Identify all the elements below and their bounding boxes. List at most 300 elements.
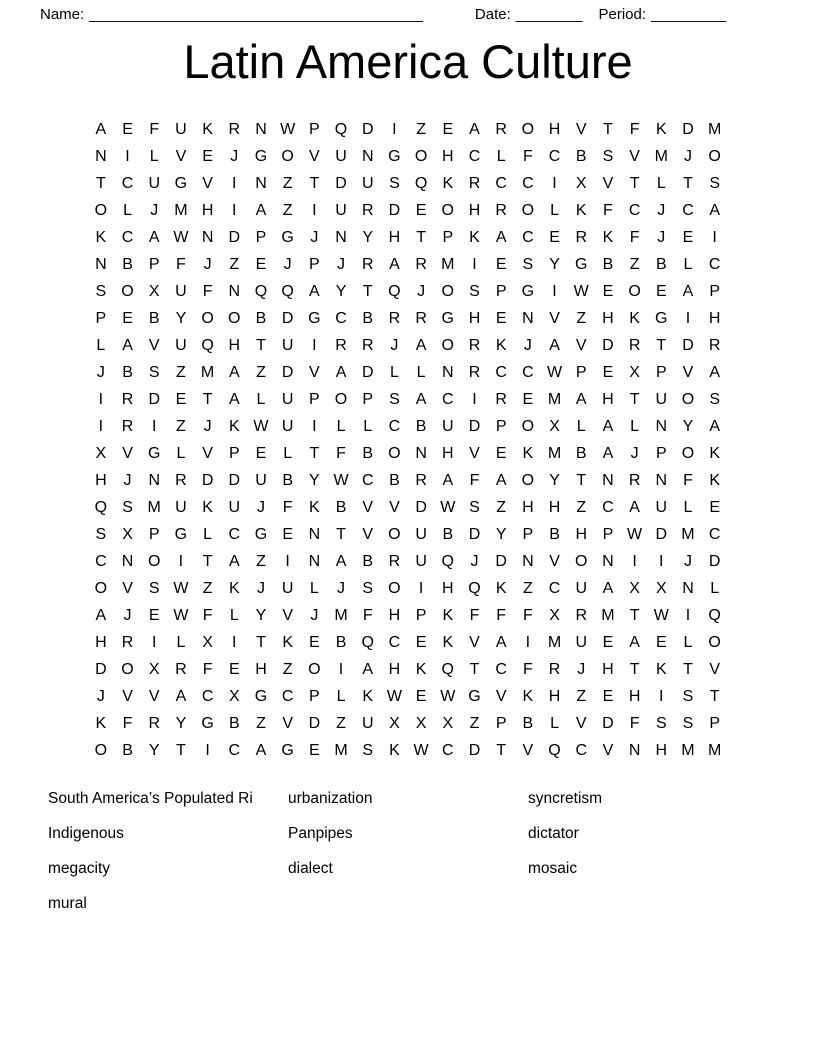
grid-cell: U	[655, 390, 668, 408]
grid-cell: M	[441, 255, 455, 273]
grid-cell: H	[575, 525, 587, 543]
grid-cell: S	[95, 525, 107, 543]
grid-cell: Q	[361, 633, 374, 651]
grid-cell: V	[602, 174, 614, 192]
grid-cell: Q	[468, 579, 481, 597]
grid-cell: W	[386, 687, 402, 705]
grid-cell: I	[312, 201, 317, 219]
grid-cell: C	[388, 417, 401, 435]
grid-cell: D	[308, 714, 321, 732]
grid-cell: R	[495, 201, 507, 219]
grid-cell: I	[392, 120, 397, 138]
grid-cell: C	[95, 552, 107, 570]
grid-cell: F	[603, 201, 613, 219]
grid-cell: R	[121, 417, 134, 435]
grid-cell: Z	[416, 120, 426, 138]
grid-cell: P	[655, 444, 667, 462]
grid-cell: Q	[334, 120, 348, 138]
grid-cell: J	[577, 660, 586, 678]
grid-cell: U	[255, 471, 267, 489]
grid-cell: N	[602, 552, 614, 570]
grid-cell: D	[602, 336, 614, 354]
word-list-item: megacity	[48, 859, 111, 877]
grid-cell: E	[415, 201, 427, 219]
grid-cell: P	[309, 390, 320, 408]
grid-cell: L	[389, 363, 399, 381]
page-title: Latin America Culture	[183, 35, 633, 88]
grid-cell: E	[442, 120, 454, 138]
grid-cell: Q	[414, 174, 428, 192]
grid-cell: W	[280, 120, 296, 138]
grid-cell: J	[150, 201, 159, 219]
grid-cell: X	[148, 282, 160, 300]
grid-cell: B	[655, 255, 667, 273]
grid-cell: G	[147, 444, 161, 462]
grid-cell: L	[550, 201, 559, 219]
grid-cell: U	[228, 498, 241, 516]
date-field	[475, 6, 583, 23]
grid-cell: H	[548, 120, 561, 138]
grid-cell: B	[602, 255, 614, 273]
grid-cell: P	[442, 228, 454, 246]
grid-cell: A	[682, 282, 694, 300]
grid-cell: U	[148, 174, 160, 192]
word-list-item: mosaic	[528, 859, 578, 877]
grid-cell: C	[335, 309, 347, 327]
grid-cell: F	[496, 606, 507, 624]
grid-cell: H	[548, 498, 561, 516]
grid-cell: V	[148, 336, 160, 354]
grid-cell: J	[390, 336, 399, 354]
grid-cell: M	[334, 741, 348, 759]
grid-cell: A	[709, 201, 720, 219]
grid-cell: A	[602, 417, 614, 435]
grid-cell: O	[94, 579, 108, 597]
grid-cell: I	[125, 147, 130, 165]
grid-cell: T	[416, 228, 426, 246]
grid-cell: R	[361, 336, 374, 354]
grid-cell: O	[708, 147, 721, 165]
grid-cell: L	[656, 174, 666, 192]
grid-cell: I	[632, 552, 637, 570]
grid-cell: D	[655, 525, 668, 543]
grid-cell: S	[522, 255, 534, 273]
grid-cell: E	[228, 660, 240, 678]
grid-cell: G	[174, 174, 188, 192]
grid-cell: M	[681, 741, 695, 759]
grid-cell: E	[415, 687, 427, 705]
grid-cell: X	[575, 174, 587, 192]
grid-cell: J	[256, 579, 265, 597]
grid-cell: T	[683, 660, 693, 678]
grid-cell: S	[122, 498, 133, 516]
grid-cell: U	[281, 336, 294, 354]
grid-cell: V	[549, 309, 560, 327]
grid-cell: W	[440, 498, 456, 516]
grid-cell: J	[657, 228, 666, 246]
grid-cell: S	[148, 363, 160, 381]
grid-cell: A	[629, 498, 640, 516]
grid-cell: F	[469, 606, 480, 624]
grid-cell: M	[707, 741, 722, 759]
grid-cell: I	[312, 417, 317, 435]
grid-cell: N	[442, 363, 454, 381]
grid-cell: Z	[256, 714, 266, 732]
grid-cell: Y	[335, 282, 347, 300]
grid-cell: V	[175, 147, 187, 165]
grid-cell: K	[282, 633, 293, 651]
grid-cell: U	[281, 417, 294, 435]
grid-cell: S	[682, 687, 694, 705]
grid-cell: M	[601, 606, 615, 624]
grid-cell: O	[201, 309, 214, 327]
grid-cell: N	[415, 444, 427, 462]
grid-cell: G	[388, 147, 401, 165]
grid-cell: B	[255, 309, 267, 327]
grid-cell: M	[547, 633, 562, 651]
grid-cell: C	[495, 363, 507, 381]
grid-cell: L	[550, 714, 559, 732]
grid-cell: O	[414, 147, 428, 165]
grid-cell: A	[575, 390, 587, 408]
grid-cell: O	[121, 660, 134, 678]
grid-cell: W	[173, 228, 189, 246]
grid-cell: H	[255, 660, 267, 678]
grid-cell: G	[254, 147, 268, 165]
grid-cell: E	[309, 633, 320, 651]
grid-cell: O	[281, 147, 294, 165]
grid-cell: Z	[202, 579, 213, 597]
grid-cell: P	[362, 390, 374, 408]
word-list-item: urbanization	[288, 789, 373, 807]
grid-cell: Y	[175, 714, 187, 732]
grid-cell: J	[630, 444, 639, 462]
grid-cell: J	[230, 147, 239, 165]
grid-cell: U	[281, 579, 294, 597]
grid-cell: N	[255, 174, 267, 192]
grid-cell: K	[362, 687, 374, 705]
grid-cell: D	[281, 363, 294, 381]
grid-cell: C	[522, 363, 534, 381]
grid-cell: C	[708, 255, 721, 273]
grid-cell: G	[281, 228, 294, 246]
grid-cell: L	[229, 606, 239, 624]
grid-cell: R	[228, 120, 241, 138]
grid-cell: T	[629, 390, 640, 408]
grid-cell: J	[470, 552, 479, 570]
grid-cell: U	[281, 390, 294, 408]
grid-cell: S	[682, 714, 694, 732]
grid-cell: E	[522, 390, 534, 408]
grid-cell: X	[148, 660, 160, 678]
grid-cell: L	[576, 417, 586, 435]
grid-cell: O	[521, 417, 535, 435]
grid-cell: R	[468, 174, 481, 192]
grid-cell: E	[495, 309, 507, 327]
grid-cell: J	[123, 471, 132, 489]
word-list-item: dialect	[288, 859, 333, 877]
grid-cell: Q	[201, 336, 214, 354]
grid-cell: P	[255, 228, 267, 246]
grid-cell: R	[388, 552, 401, 570]
grid-cell: E	[148, 606, 160, 624]
grid-cell: F	[522, 660, 533, 678]
grid-cell: C	[708, 525, 721, 543]
grid-cell: K	[495, 579, 507, 597]
grid-cell: O	[681, 390, 695, 408]
grid-cell: I	[659, 687, 664, 705]
grid-cell: I	[418, 579, 424, 597]
grid-cell: B	[335, 633, 347, 651]
grid-cell: J	[310, 606, 319, 624]
grid-cell: F	[683, 471, 693, 489]
grid-cell: N	[361, 147, 374, 165]
grid-cell: W	[440, 687, 456, 705]
grid-cell: W	[573, 282, 589, 300]
grid-cell: L	[683, 255, 693, 273]
grid-cell: D	[682, 336, 694, 354]
grid-cell: A	[335, 363, 347, 381]
grid-cell: B	[122, 741, 133, 759]
grid-cell: Y	[495, 525, 507, 543]
grid-cell: C	[548, 147, 561, 165]
grid-cell: O	[441, 201, 454, 219]
grid-cell: H	[442, 444, 454, 462]
grid-cell: Q	[548, 741, 561, 759]
grid-cell: M	[200, 363, 215, 381]
grid-cell: V	[282, 606, 293, 624]
grid-cell: Z	[256, 552, 266, 570]
grid-cell: E	[682, 228, 694, 246]
grid-cell: I	[312, 336, 317, 354]
grid-cell: M	[147, 498, 161, 516]
grid-cell: J	[337, 255, 346, 273]
grid-cell: P	[655, 363, 667, 381]
grid-cell: Z	[282, 174, 293, 192]
grid-cell: B	[415, 417, 427, 435]
grid-cell: C	[228, 741, 241, 759]
grid-cell: C	[522, 174, 534, 192]
grid-cell: B	[575, 444, 587, 462]
grid-cell: Z	[496, 498, 507, 516]
grid-cell: K	[709, 444, 720, 462]
grid-cell: N	[201, 228, 214, 246]
grid-cell: X	[228, 687, 240, 705]
grid-cell: Z	[576, 498, 587, 516]
grid-cell: H	[468, 309, 481, 327]
grid-cell: E	[602, 633, 614, 651]
grid-cell: C	[548, 579, 561, 597]
grid-cell: V	[602, 741, 614, 759]
grid-cell: A	[602, 579, 614, 597]
grid-cell: C	[281, 687, 294, 705]
grid-cell: K	[575, 201, 587, 219]
grid-cell: K	[415, 660, 427, 678]
grid-cell: N	[522, 552, 534, 570]
grid-cell: D	[148, 390, 160, 408]
grid-cell: V	[495, 687, 507, 705]
grid-cell: T	[362, 282, 373, 300]
grid-cell: E	[175, 390, 187, 408]
grid-cell: S	[389, 174, 400, 192]
grid-cell: Y	[362, 228, 374, 246]
grid-cell: M	[547, 444, 562, 462]
grid-cell: V	[549, 552, 560, 570]
grid-cell: S	[389, 390, 400, 408]
grid-cell: K	[389, 741, 400, 759]
grid-cell: K	[202, 120, 213, 138]
grid-cell: U	[361, 714, 374, 732]
grid-cell: I	[178, 552, 184, 570]
grid-cell: R	[388, 309, 401, 327]
grid-cell: N	[255, 120, 267, 138]
grid-cell: P	[709, 282, 720, 300]
grid-cell: Y	[175, 309, 187, 327]
grid-cell: D	[602, 714, 614, 732]
grid-cell: I	[472, 390, 477, 408]
grid-cell: N	[95, 147, 107, 165]
grid-cell: K	[495, 336, 507, 354]
grid-cell: A	[362, 660, 374, 678]
grid-cell: N	[148, 471, 160, 489]
grid-cell: K	[95, 714, 107, 732]
grid-cell: V	[148, 687, 160, 705]
grid-cell: X	[655, 579, 667, 597]
grid-cell: A	[122, 336, 133, 354]
grid-cell: V	[522, 741, 534, 759]
grid-cell: V	[122, 687, 133, 705]
grid-cell: R	[495, 390, 507, 408]
grid-cell: Z	[176, 417, 186, 435]
grid-cell: T	[576, 471, 587, 489]
grid-cell: H	[602, 390, 614, 408]
grid-cell: W	[627, 525, 643, 543]
grid-cell: K	[202, 498, 213, 516]
grid-cell: P	[495, 714, 507, 732]
grid-cell: U	[575, 633, 587, 651]
grid-cell: R	[415, 309, 427, 327]
grid-cell: B	[522, 714, 534, 732]
grid-cell: C	[575, 741, 587, 759]
grid-cell: N	[95, 255, 107, 273]
grid-cell: A	[175, 687, 187, 705]
grid-cell: S	[469, 282, 480, 300]
grid-cell: E	[549, 228, 560, 246]
word-list-item: dictator	[528, 824, 579, 842]
grid-cell: Z	[576, 309, 587, 327]
grid-cell: X	[549, 606, 560, 624]
grid-cell: M	[547, 390, 562, 408]
grid-cell: Y	[549, 255, 560, 273]
grid-cell: T	[202, 390, 213, 408]
grid-cell: B	[362, 309, 374, 327]
grid-cell: U	[175, 336, 187, 354]
grid-cell: S	[362, 579, 374, 597]
grid-cell: B	[442, 525, 454, 543]
grid-cell: D	[201, 471, 214, 489]
grid-cell: J	[256, 498, 265, 516]
grid-cell: Z	[282, 660, 293, 678]
grid-cell: X	[629, 579, 640, 597]
grid-cell: H	[655, 741, 668, 759]
grid-cell: A	[389, 255, 400, 273]
grid-cell: I	[205, 741, 210, 759]
grid-cell: C	[495, 174, 507, 192]
grid-cell: W	[173, 606, 189, 624]
grid-cell: R	[121, 390, 134, 408]
grid-cell: C	[442, 741, 454, 759]
grid-cell: Q	[441, 552, 454, 570]
grid-cell: H	[442, 147, 454, 165]
grid-cell: V	[309, 147, 320, 165]
name-line: ________________________________________	[89, 6, 423, 23]
grid-cell: J	[283, 255, 292, 273]
grid-cell: Z	[282, 201, 293, 219]
grid-cell: M	[681, 525, 695, 543]
grid-cell: T	[629, 606, 640, 624]
grid-cell: I	[98, 417, 104, 435]
grid-cell: K	[709, 471, 720, 489]
grid-cell: I	[472, 255, 477, 273]
grid-cell: A	[255, 201, 267, 219]
grid-cell: I	[98, 390, 104, 408]
grid-cell: N	[308, 525, 321, 543]
grid-cell: A	[549, 336, 560, 354]
grid-cell: N	[682, 579, 694, 597]
grid-cell: L	[123, 201, 132, 219]
grid-cell: A	[309, 282, 320, 300]
word-list	[48, 781, 816, 921]
grid-cell: I	[151, 633, 157, 651]
grid-cell: D	[708, 552, 721, 570]
grid-cell: V	[389, 498, 400, 516]
grid-cell: N	[335, 228, 347, 246]
grid-cell: G	[468, 687, 481, 705]
grid-cell: O	[574, 552, 588, 570]
grid-cell: R	[628, 471, 641, 489]
grid-cell: T	[256, 633, 266, 651]
grid-cell: V	[362, 498, 374, 516]
grid-cell: J	[523, 336, 532, 354]
grid-cell: N	[522, 309, 534, 327]
grid-cell: A	[95, 606, 107, 624]
grid-cell: F	[629, 120, 640, 138]
word-list-item: Panpipes	[288, 824, 353, 842]
grid-cell: T	[629, 174, 640, 192]
grid-cell: A	[148, 228, 160, 246]
grid-cell: T	[683, 174, 693, 192]
grid-cell: X	[415, 714, 427, 732]
grid-cell: C	[388, 633, 401, 651]
grid-cell: B	[362, 444, 374, 462]
grid-cell: M	[334, 606, 348, 624]
grid-cell: B	[122, 363, 133, 381]
grid-cell: H	[708, 309, 721, 327]
grid-cell: R	[335, 336, 347, 354]
grid-cell: V	[469, 444, 480, 462]
grid-cell: S	[148, 579, 160, 597]
grid-cell: C	[121, 228, 134, 246]
grid-cell: Q	[254, 282, 268, 300]
grid-cell: C	[228, 525, 241, 543]
grid-cell: R	[415, 471, 427, 489]
grid-cell: R	[575, 606, 587, 624]
grid-cell: D	[281, 309, 294, 327]
grid-cell: E	[709, 498, 720, 516]
grid-cell: C	[602, 498, 614, 516]
grid-cell: B	[575, 147, 587, 165]
grid-cell: F	[469, 471, 480, 489]
